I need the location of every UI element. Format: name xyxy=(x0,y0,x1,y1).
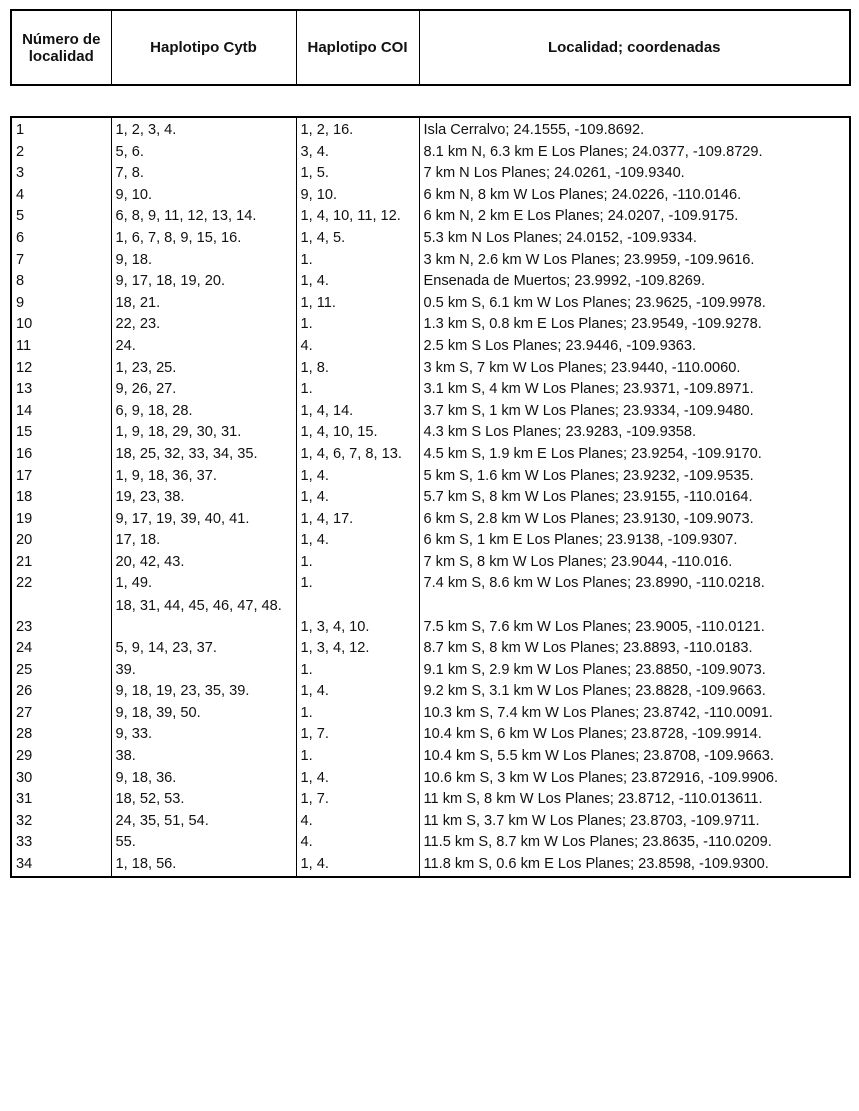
locality-number-cell: 22 xyxy=(11,573,111,595)
locality-coordinates-cell: 10.4 km S, 6 km W Los Planes; 23.8728, -109.9914. xyxy=(419,724,850,746)
cytb-haplotype-cell: 9, 18, 36. xyxy=(111,768,296,790)
locality-number-cell: 32 xyxy=(11,811,111,833)
cytb-haplotype-cell: 1, 23, 25. xyxy=(111,358,296,380)
coi-haplotype-cell: 1, 4, 10, 15. xyxy=(296,422,419,444)
cytb-haplotype-cell: 24. xyxy=(111,336,296,358)
coi-haplotype-cell: 1, 4. xyxy=(296,487,419,509)
coi-haplotype-cell: 4. xyxy=(296,832,419,854)
locality-number-cell: 18 xyxy=(11,487,111,509)
locality-coordinates-cell: 5.7 km S, 8 km W Los Planes; 23.9155, -110.0164. xyxy=(419,487,850,509)
locality-coordinates-cell: 3 km N, 2.6 km W Los Planes; 23.9959, -109.9616. xyxy=(419,250,850,272)
locality-coordinates-cell: 11.8 km S, 0.6 km E Los Planes; 23.8598, -109.9300. xyxy=(419,854,850,877)
locality-number-cell: 8 xyxy=(11,271,111,293)
locality-coordinates-cell: 9.1 km S, 2.9 km W Los Planes; 23.8850, -109.9073. xyxy=(419,660,850,682)
locality-number-cell: 12 xyxy=(11,358,111,380)
locality-coordinates-cell: 2.5 km S Los Planes; 23.9446, -109.9363. xyxy=(419,336,850,358)
locality-number-cell: 33 xyxy=(11,832,111,854)
table-row xyxy=(11,660,850,682)
locality-coordinates-cell: 5 km S, 1.6 km W Los Planes; 23.9232, -109.9535. xyxy=(419,466,850,488)
locality-number-cell: 21 xyxy=(11,552,111,574)
locality-number-cell: 28 xyxy=(11,724,111,746)
cytb-haplotype-cell: 18, 31, 44, 45, 46, 47, 48. xyxy=(111,595,296,638)
coi-haplotype-cell: 1. xyxy=(296,379,419,401)
locality-coordinates-cell: 8.7 km S, 8 km W Los Planes; 23.8893, -110.0183. xyxy=(419,638,850,660)
cytb-haplotype-cell: 9, 17, 19, 39, 40, 41. xyxy=(111,509,296,531)
cytb-haplotype-cell: 24, 35, 51, 54. xyxy=(111,811,296,833)
locality-coordinates-cell: 0.5 km S, 6.1 km W Los Planes; 23.9625, -109.9978. xyxy=(419,293,850,315)
locality-number-cell: 3 xyxy=(11,163,111,185)
locality-coordinates-cell: Ensenada de Muertos; 23.9992, -109.8269. xyxy=(419,271,850,293)
coi-haplotype-cell: 1, 4. xyxy=(296,854,419,877)
cytb-haplotype-cell: 1, 2, 3, 4. xyxy=(111,117,296,142)
table-row xyxy=(11,185,850,207)
coi-haplotype-cell: 1, 4. xyxy=(296,466,419,488)
locality-number-cell: 23 xyxy=(11,595,111,638)
locality-coordinates-cell: 8.1 km N, 6.3 km E Los Planes; 24.0377, -109.8729. xyxy=(419,142,850,164)
cytb-haplotype-cell: 1, 18, 56. xyxy=(111,854,296,877)
table-row xyxy=(11,422,850,444)
table-row xyxy=(11,854,850,877)
cytb-haplotype-cell: 1, 49. xyxy=(111,573,296,595)
table-row xyxy=(11,703,850,725)
table-row xyxy=(11,336,850,358)
locality-coordinates-cell: 4.3 km S Los Planes; 23.9283, -109.9358. xyxy=(419,422,850,444)
coi-haplotype-cell: 1. xyxy=(296,703,419,725)
table-row xyxy=(11,117,850,142)
coi-haplotype-cell: 1, 7. xyxy=(296,724,419,746)
coi-haplotype-cell: 1, 3, 4, 10. xyxy=(296,595,419,638)
locality-coordinates-cell: 3.1 km S, 4 km W Los Planes; 23.9371, -109.8971. xyxy=(419,379,850,401)
coi-haplotype-cell: 1, 4. xyxy=(296,681,419,703)
coi-haplotype-cell: 1, 11. xyxy=(296,293,419,315)
table-row xyxy=(11,379,850,401)
locality-number-cell: 10 xyxy=(11,314,111,336)
locality-coordinates-cell: 3 km S, 7 km W Los Planes; 23.9440, -110.0060. xyxy=(419,358,850,380)
haplotype-table xyxy=(10,116,851,878)
locality-number-cell: 11 xyxy=(11,336,111,358)
cytb-haplotype-cell: 18, 21. xyxy=(111,293,296,315)
table-row xyxy=(11,552,850,574)
cytb-haplotype-cell: 19, 23, 38. xyxy=(111,487,296,509)
locality-number-cell: 1 xyxy=(11,117,111,142)
coi-haplotype-cell: 1, 8. xyxy=(296,358,419,380)
locality-coordinates-cell: 11 km S, 3.7 km W Los Planes; 23.8703, -109.9711. xyxy=(419,811,850,833)
cytb-haplotype-cell: 1, 9, 18, 36, 37. xyxy=(111,466,296,488)
locality-number-cell: 24 xyxy=(11,638,111,660)
table-row xyxy=(11,595,850,638)
locality-coordinates-cell: 3.7 km S, 1 km W Los Planes; 23.9334, -109.9480. xyxy=(419,401,850,423)
header-locality-number: Número de localidad xyxy=(11,10,111,85)
locality-coordinates-cell: 10.4 km S, 5.5 km W Los Planes; 23.8708, -109.9663. xyxy=(419,746,850,768)
locality-coordinates-cell: 5.3 km N Los Planes; 24.0152, -109.9334. xyxy=(419,228,850,250)
cytb-haplotype-cell: 17, 18. xyxy=(111,530,296,552)
locality-coordinates-cell: 11.5 km S, 8.7 km W Los Planes; 23.8635, -110.0209. xyxy=(419,832,850,854)
table-row xyxy=(11,724,850,746)
cytb-haplotype-cell: 1, 9, 18, 29, 30, 31. xyxy=(111,422,296,444)
table-row xyxy=(11,530,850,552)
coi-haplotype-cell: 1, 4, 14. xyxy=(296,401,419,423)
coi-haplotype-cell: 1. xyxy=(296,250,419,272)
locality-number-cell: 19 xyxy=(11,509,111,531)
cytb-haplotype-cell: 22, 23. xyxy=(111,314,296,336)
coi-haplotype-cell: 1, 4, 6, 7, 8, 13. xyxy=(296,444,419,466)
header-cytb-haplotype: Haplotipo Cytb xyxy=(111,10,296,85)
locality-number-cell: 30 xyxy=(11,768,111,790)
locality-coordinates-cell: 7 km N Los Planes; 24.0261, -109.9340. xyxy=(419,163,850,185)
coi-haplotype-cell: 1, 4. xyxy=(296,530,419,552)
coi-haplotype-cell: 4. xyxy=(296,811,419,833)
locality-coordinates-cell: 11 km S, 8 km W Los Planes; 23.8712, -110.013611. xyxy=(419,789,850,811)
cytb-haplotype-cell: 5, 6. xyxy=(111,142,296,164)
cytb-haplotype-cell: 9, 18, 39, 50. xyxy=(111,703,296,725)
cytb-haplotype-cell: 18, 52, 53. xyxy=(111,789,296,811)
table-row xyxy=(11,293,850,315)
cytb-haplotype-cell: 20, 42, 43. xyxy=(111,552,296,574)
table-row xyxy=(11,228,850,250)
coi-haplotype-cell: 1, 3, 4, 12. xyxy=(296,638,419,660)
locality-coordinates-cell: 6 km S, 1 km E Los Planes; 23.9138, -109.9307. xyxy=(419,530,850,552)
locality-number-cell: 25 xyxy=(11,660,111,682)
locality-coordinates-cell: 6 km N, 8 km W Los Planes; 24.0226, -110.0146. xyxy=(419,185,850,207)
table-row xyxy=(11,638,850,660)
locality-number-cell: 27 xyxy=(11,703,111,725)
locality-number-cell: 6 xyxy=(11,228,111,250)
cytb-haplotype-cell: 6, 9, 18, 28. xyxy=(111,401,296,423)
cytb-haplotype-cell: 9, 17, 18, 19, 20. xyxy=(111,271,296,293)
coi-haplotype-cell: 1. xyxy=(296,573,419,595)
coi-haplotype-cell: 3, 4. xyxy=(296,142,419,164)
table-row xyxy=(11,746,850,768)
table-row xyxy=(11,206,850,228)
table-row xyxy=(11,789,850,811)
coi-haplotype-cell: 1, 4. xyxy=(296,768,419,790)
locality-number-cell: 17 xyxy=(11,466,111,488)
locality-coordinates-cell: 4.5 km S, 1.9 km E Los Planes; 23.9254, -109.9170. xyxy=(419,444,850,466)
table-row xyxy=(11,444,850,466)
coi-haplotype-cell: 1, 4. xyxy=(296,271,419,293)
coi-haplotype-cell: 1. xyxy=(296,660,419,682)
cytb-haplotype-cell: 9, 18, 19, 23, 35, 39. xyxy=(111,681,296,703)
coi-haplotype-cell: 1, 5. xyxy=(296,163,419,185)
cytb-haplotype-cell: 9, 10. xyxy=(111,185,296,207)
cytb-haplotype-cell: 55. xyxy=(111,832,296,854)
cytb-haplotype-cell: 9, 26, 27. xyxy=(111,379,296,401)
locality-number-cell: 5 xyxy=(11,206,111,228)
table-row xyxy=(11,509,850,531)
header-locality-coordinates: Localidad; coordenadas xyxy=(419,10,850,85)
locality-number-cell: 31 xyxy=(11,789,111,811)
coi-haplotype-cell: 1, 2, 16. xyxy=(296,117,419,142)
table-row xyxy=(11,401,850,423)
table-row xyxy=(11,681,850,703)
locality-coordinates-cell: 9.2 km S, 3.1 km W Los Planes; 23.8828, -109.9663. xyxy=(419,681,850,703)
locality-coordinates-cell: 7.4 km S, 8.6 km W Los Planes; 23.8990, -110.0218. xyxy=(419,573,850,595)
locality-coordinates-cell: 7.5 km S, 7.6 km W Los Planes; 23.9005, -110.0121. xyxy=(419,595,850,638)
locality-coordinates-cell: 7 km S, 8 km W Los Planes; 23.9044, -110.016. xyxy=(419,552,850,574)
coi-haplotype-cell: 1. xyxy=(296,552,419,574)
locality-number-cell: 29 xyxy=(11,746,111,768)
coi-haplotype-cell: 1. xyxy=(296,314,419,336)
locality-coordinates-cell: 1.3 km S, 0.8 km E Los Planes; 23.9549, -109.9278. xyxy=(419,314,850,336)
cytb-haplotype-cell: 9, 18. xyxy=(111,250,296,272)
table-row xyxy=(11,487,850,509)
locality-coordinates-cell: 6 km N, 2 km E Los Planes; 24.0207, -109.9175. xyxy=(419,206,850,228)
locality-number-cell: 2 xyxy=(11,142,111,164)
locality-coordinates-cell: 10.6 km S, 3 km W Los Planes; 23.872916, -109.9906. xyxy=(419,768,850,790)
locality-number-cell: 14 xyxy=(11,401,111,423)
locality-number-cell: 26 xyxy=(11,681,111,703)
table-header xyxy=(10,9,851,86)
coi-haplotype-cell: 9, 10. xyxy=(296,185,419,207)
table-row xyxy=(11,768,850,790)
locality-number-cell: 34 xyxy=(11,854,111,877)
locality-coordinates-cell: Isla Cerralvo; 24.1555, -109.8692. xyxy=(419,117,850,142)
coi-haplotype-cell: 1, 7. xyxy=(296,789,419,811)
table-row xyxy=(11,832,850,854)
header-coi-haplotype: Haplotipo COI xyxy=(296,10,419,85)
table-row xyxy=(11,314,850,336)
table-row xyxy=(11,271,850,293)
coi-haplotype-cell: 1, 4, 5. xyxy=(296,228,419,250)
locality-coordinates-cell: 6 km S, 2.8 km W Los Planes; 23.9130, -109.9073. xyxy=(419,509,850,531)
table-row xyxy=(11,573,850,595)
coi-haplotype-cell: 1, 4, 17. xyxy=(296,509,419,531)
coi-haplotype-cell: 4. xyxy=(296,336,419,358)
cytb-haplotype-cell: 5, 9, 14, 23, 37. xyxy=(111,638,296,660)
locality-coordinates-cell: 10.3 km S, 7.4 km W Los Planes; 23.8742, -110.0091. xyxy=(419,703,850,725)
locality-number-cell: 13 xyxy=(11,379,111,401)
table-row xyxy=(11,250,850,272)
table-row xyxy=(11,142,850,164)
locality-number-cell: 15 xyxy=(11,422,111,444)
table-row xyxy=(11,163,850,185)
coi-haplotype-cell: 1. xyxy=(296,746,419,768)
locality-number-cell: 9 xyxy=(11,293,111,315)
locality-number-cell: 7 xyxy=(11,250,111,272)
locality-number-cell: 20 xyxy=(11,530,111,552)
cytb-haplotype-cell: 18, 25, 32, 33, 34, 35. xyxy=(111,444,296,466)
cytb-haplotype-cell: 38. xyxy=(111,746,296,768)
cytb-haplotype-cell: 7, 8. xyxy=(111,163,296,185)
cytb-haplotype-cell: 39. xyxy=(111,660,296,682)
table-row xyxy=(11,358,850,380)
cytb-haplotype-cell: 1, 6, 7, 8, 9, 15, 16. xyxy=(111,228,296,250)
coi-haplotype-cell: 1, 4, 10, 11, 12. xyxy=(296,206,419,228)
locality-number-cell: 4 xyxy=(11,185,111,207)
table-row xyxy=(11,811,850,833)
table-row xyxy=(11,466,850,488)
locality-number-cell: 16 xyxy=(11,444,111,466)
cytb-haplotype-cell: 9, 33. xyxy=(111,724,296,746)
cytb-haplotype-cell: 6, 8, 9, 11, 12, 13, 14. xyxy=(111,206,296,228)
